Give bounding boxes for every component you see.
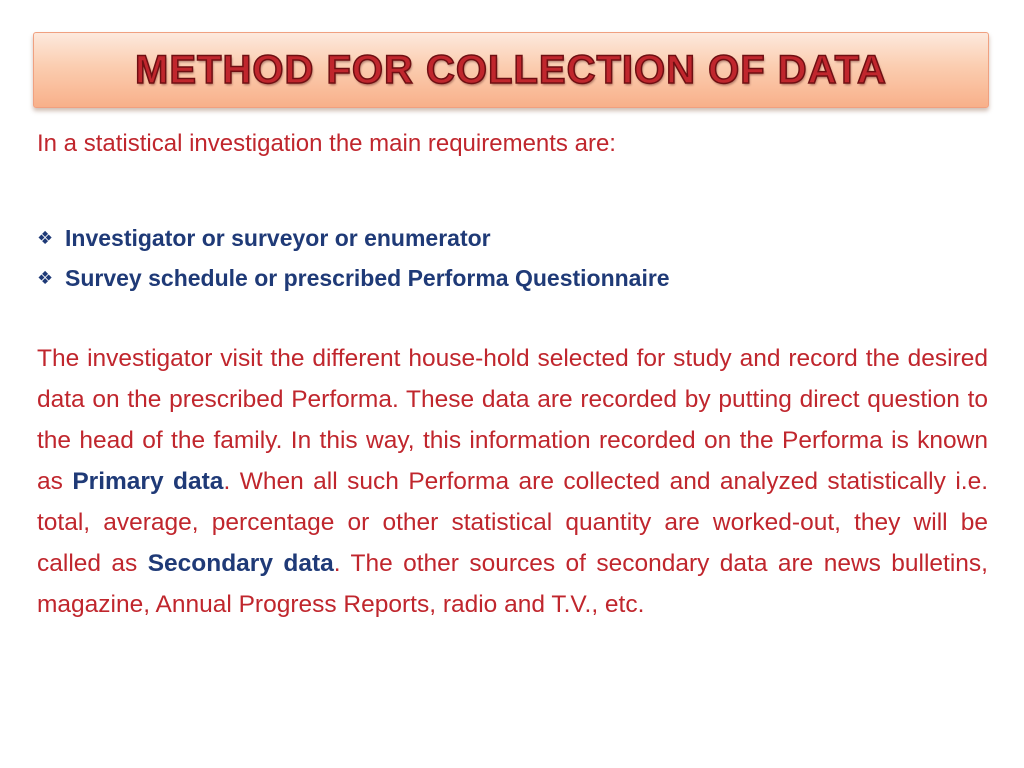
requirements-list <box>37 218 670 298</box>
paragraph-part-1: The investigator visit the different house-hold selected for study and record the desired data on the prescribed Performa. These data are recorded by putting direct question to the head of the family. In this way, this information recorded on the Performa is known as <box>37 345 988 495</box>
bullet-text: Survey schedule or prescribed Performa Questionnaire <box>65 265 670 291</box>
list-item <box>37 258 670 298</box>
diamond-bullet-icon: ❖ <box>37 268 54 288</box>
diamond-bullet-icon: ❖ <box>37 228 54 248</box>
paragraph-part-3: . The other sources of secondary data are news bulletins, magazine, Annual Progress Reports, radio and T.V., etc. <box>37 550 988 618</box>
primary-data-highlight: Primary data <box>72 468 224 495</box>
paragraph-part-2: . When all such Performa are collected and analyzed statistically i.e. total, average, percentage or other statistical quantity are worked-out, they will be called as <box>37 468 989 577</box>
body-paragraph <box>37 338 988 625</box>
intro-text: In a statistical investigation the main requirements are: <box>37 130 616 157</box>
list-item <box>37 218 670 258</box>
title-banner <box>33 32 989 108</box>
slide-title: METHOD FOR COLLECTION OF DATA <box>135 47 887 92</box>
bullet-text: Investigator or surveyor or enumerator <box>65 225 491 251</box>
secondary-data-highlight: Secondary data <box>147 550 334 577</box>
